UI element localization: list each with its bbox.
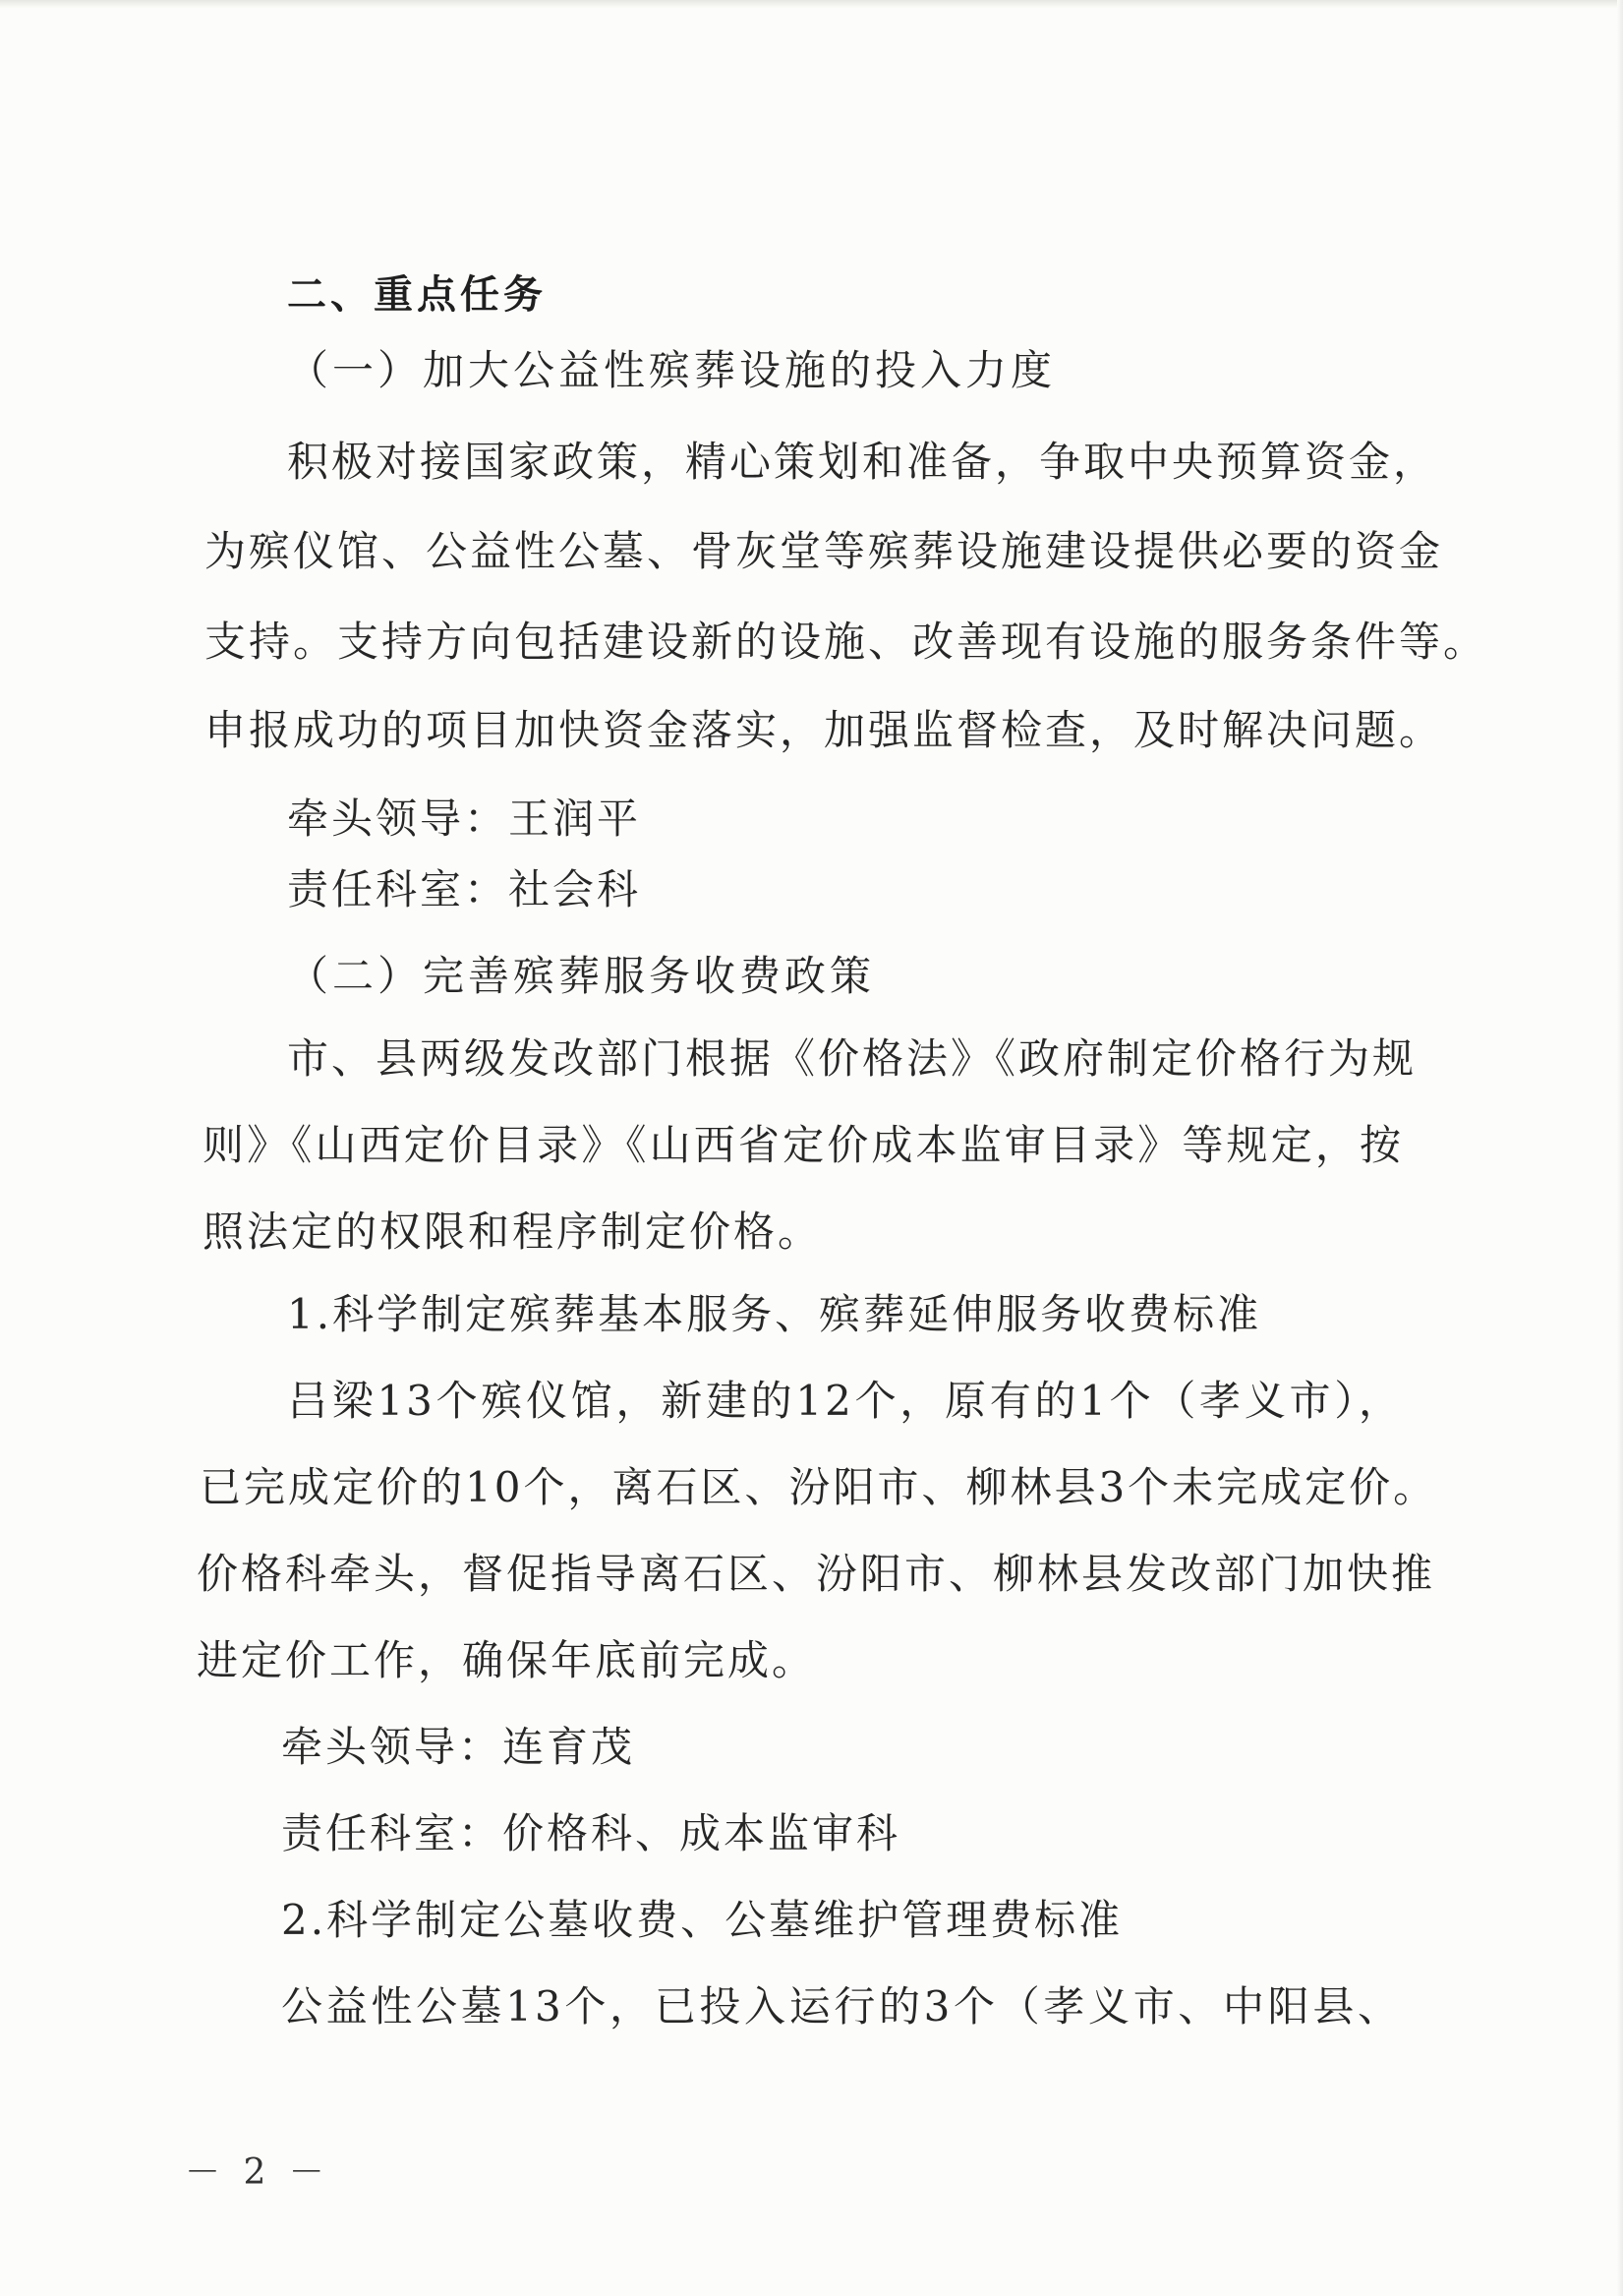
subitem-2-paragraph-line-1: 公益性公墓13个，已投入运行的3个（孝义市、中阳县、: [281, 1982, 1402, 2031]
subitem-1-responsible-office: 责任科室：价格科、成本监审科: [281, 1809, 901, 1857]
scan-edge-right: [1617, 0, 1623, 2296]
section-title: 二、重点任务: [287, 272, 547, 318]
item-2-paragraph-line-3: 照法定的权限和程序制定价格。: [203, 1207, 823, 1256]
subitem-1-paragraph-line-1: 吕梁13个殡仪馆，新建的12个，原有的1个（孝义市），: [287, 1377, 1403, 1425]
item-1-heading: （一）加大公益性殡葬设施的投入力度: [287, 346, 1057, 394]
item-1-paragraph-line-4: 申报成功的项目加快资金落实，加强监督检查，及时解决问题。: [204, 706, 1444, 754]
subitem-1-lead-leader: 牵头领导：连育茂: [281, 1723, 636, 1771]
item-2-paragraph-line-1: 市、县两级发改部门根据《价格法》《政府制定价格行为规: [287, 1034, 1418, 1083]
item-2-paragraph-line-2: 则》《山西定价目录》《山西省定价成本监审目录》等规定，按: [203, 1121, 1404, 1169]
subitem-1-paragraph-line-2: 已完成定价的10个，离石区、汾阳市、柳林县3个未完成定价。: [200, 1463, 1438, 1511]
item-1-responsible-office: 责任科室：社会科: [287, 865, 642, 913]
item-2-heading: （二）完善殡葬服务收费政策: [287, 952, 876, 1000]
page-number: － 2 －: [185, 2152, 330, 2193]
item-1-paragraph-line-1: 积极对接国家政策，精心策划和准备，争取中央预算资金，: [287, 438, 1438, 486]
subitem-1-paragraph-line-3: 价格科牵头，督促指导离石区、汾阳市、柳林县发改部门加快推: [197, 1550, 1436, 1598]
subitem-1-title: 1.科学制定殡葬基本服务、殡葬延伸服务收费标准: [287, 1290, 1262, 1338]
subitem-1-paragraph-line-4: 进定价工作，确保年底前完成。: [197, 1636, 817, 1684]
item-1-lead-leader: 牵头领导：王润平: [287, 795, 642, 843]
item-1-paragraph-line-2: 为殡仪馆、公益性公墓、骨灰堂等殡葬设施建设提供必要的资金: [204, 527, 1444, 575]
scan-edge-top: [0, 0, 1623, 8]
subitem-2-title: 2.科学制定公墓收费、公墓维护管理费标准: [281, 1896, 1124, 1944]
item-1-paragraph-line-3: 支持。支持方向包括建设新的设施、改善现有设施的服务条件等。: [204, 618, 1488, 666]
